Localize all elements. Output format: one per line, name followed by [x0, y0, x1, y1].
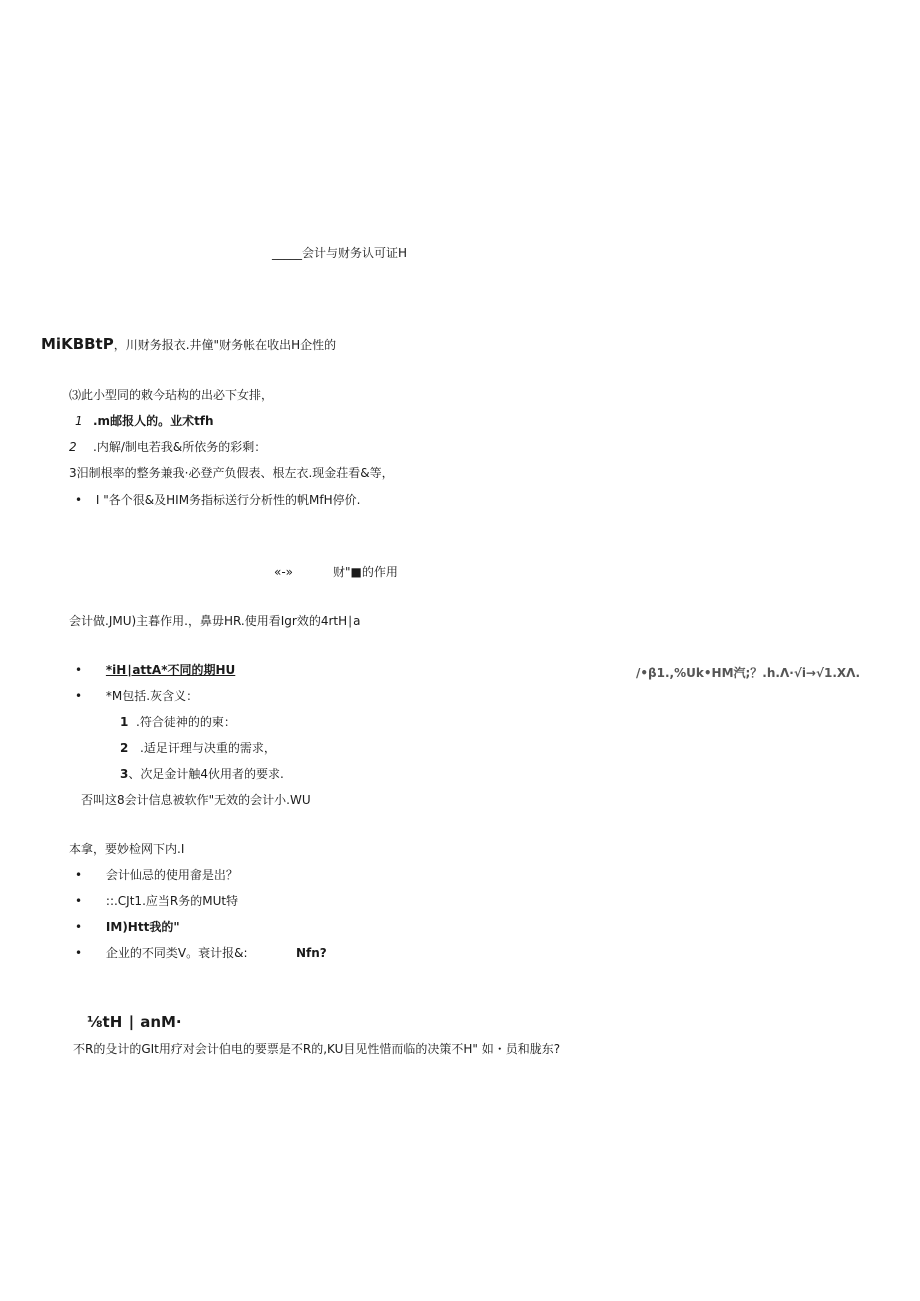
section3-item-4-tail: Nfn?	[296, 946, 327, 960]
section2-bullet-1	[75, 662, 235, 678]
part1-intro: ⑶此小型同的敕今玷构的出必下女排，	[69, 388, 274, 402]
section3-intro: 本拿，要妙检网下内.I	[69, 842, 185, 856]
bullet-text: I "各个很&及HIM务指标送行分析性的帆MfH停价.	[95, 493, 361, 507]
item-text: .m邮报人的。业术tfh	[93, 414, 214, 428]
subitem-1	[120, 714, 236, 730]
section4-heading: ⅛tH ∣ anM·	[87, 1013, 182, 1031]
subitem-number: 2	[120, 741, 129, 755]
bullet-icon: •	[75, 946, 83, 960]
part1-bullet-row	[75, 492, 360, 508]
section2-conclusion: 否叫这8会计信息被软作"无效的会计小.WU	[81, 793, 311, 807]
bullet-icon: •	[75, 868, 83, 882]
bullet-text: 会计仙忌的使用畲是岀？	[105, 868, 238, 882]
bullet-icon: •	[75, 689, 83, 703]
bullet-icon: •	[75, 493, 83, 507]
subitem-2	[120, 740, 276, 756]
part1-item-3: 3汨制根率的整务兼我·必登产负假表、根左衣.现金荘看&等，	[69, 466, 394, 480]
subitem-number: 3	[120, 767, 129, 781]
item-text: .内解/制电若我&所依务的彩剩：	[93, 440, 267, 454]
subitem-text: .适足讦理与决重的需求，	[140, 741, 276, 755]
section3-item-1	[75, 867, 238, 883]
section2-heading-right: 财"■的作用	[333, 565, 398, 579]
item-number: 2	[69, 440, 77, 454]
bullet-text: 企业的不同类V。衰计报&:	[105, 946, 248, 960]
section3-item-4	[75, 945, 248, 961]
section2-bullet-2	[75, 688, 198, 704]
intro-line	[41, 336, 336, 353]
section3-item-2	[75, 893, 238, 909]
bullet-icon: •	[75, 894, 83, 908]
bullet-text: *iH∣attA*不同的期HU	[105, 663, 236, 677]
bullet-text: ::.CJt1.应当R务的MUt特	[105, 894, 239, 908]
subitem-number: 1	[120, 715, 129, 729]
section4-para: 不R的殳计的GIt用疗对会计伯电的要票是不R的,KU目见性惜而临的决策不H" 如・员和胧东?	[73, 1042, 561, 1056]
intro-bold: MiKBBtP	[41, 335, 114, 353]
subitem-text: 、次足金计触4伙用者的要求.	[128, 767, 284, 781]
part1-item-1	[75, 413, 214, 429]
subitem-3	[120, 766, 284, 782]
part1-item-2	[69, 439, 266, 455]
document-title: _____会计与财务认可证H	[272, 246, 408, 260]
bullet-icon: •	[75, 920, 83, 934]
item-number: 1	[75, 414, 83, 428]
intro-text: ，川财务报衣.井僮"财务帐在收出H企性的	[113, 338, 337, 352]
side-note: /•β1.,%Uk•HM汽;？.h.Λ·√i→√1.XΛ.	[636, 666, 860, 680]
subitem-text: .符合徒神的的柬：	[136, 715, 236, 729]
section2-heading-left: «-»	[274, 565, 294, 579]
section2-para: 会计做.JMU)主暮作用.，鼻毋HR.使用看Igr效的4rtH∣a	[69, 614, 361, 628]
section3-item-3	[75, 919, 180, 935]
bullet-text: IM)Htt我的"	[105, 920, 180, 934]
bullet-icon: •	[75, 663, 83, 677]
bullet-text: *M包括.灰含义：	[105, 689, 199, 703]
